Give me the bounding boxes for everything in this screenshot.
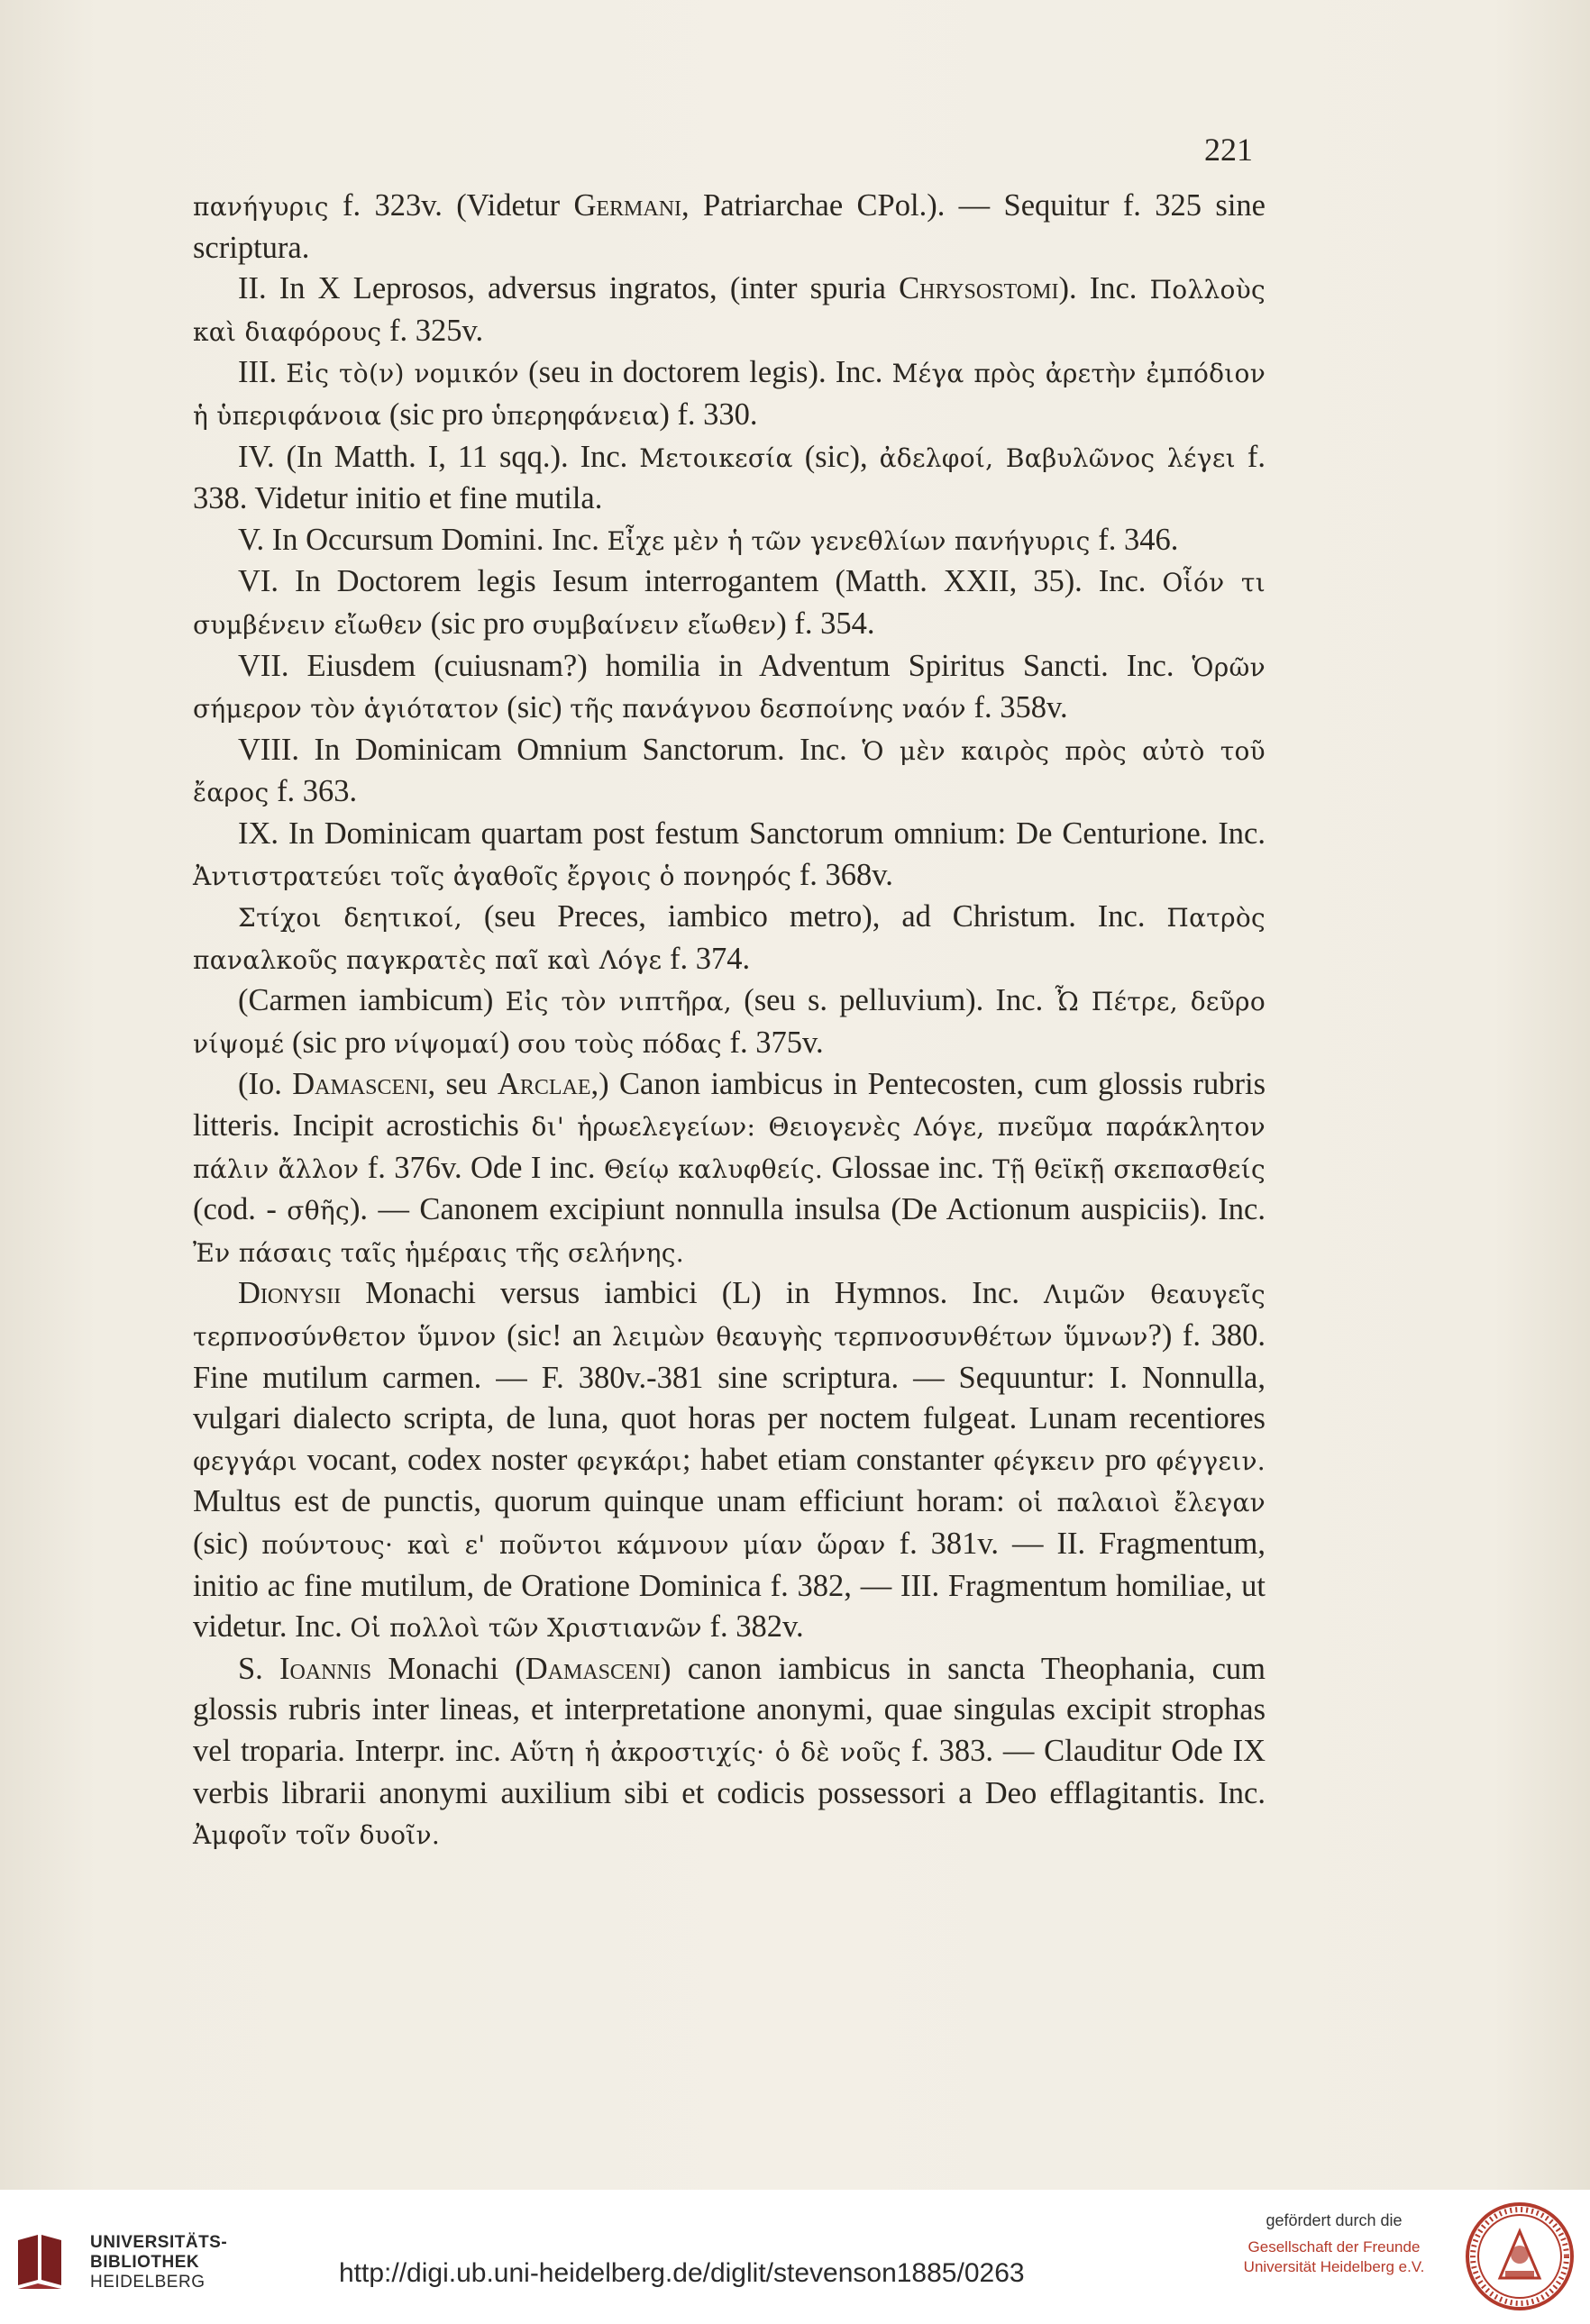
greek-text: Ἀμφοῖν τοῖν δυοῖν. [193,1820,441,1851]
author-name: Chrysostomi [899,271,1059,306]
greek-text: οἱ παλαιοὶ ἔλεγαν [1018,1488,1266,1518]
text-paragraph [193,1064,1266,1273]
greek-text: Ἀντιστρατεύει τοῖς ἀγαθοῖς ἔργοις ὁ πονηρός [193,861,792,891]
text-paragraph [193,520,1266,562]
text-run: (sic pro [422,606,533,641]
greek-text: πανήγυρις [193,192,329,222]
greek-text: δι' ἡρωελεγείων: Θειογενὲς Λόγε, πνεῦμα παράκλητον πάλιν ἄλλον [193,1112,1266,1184]
permalink-url[interactable]: http://digi.ub.uni-heidelberg.de/diglit/stevenson1885/0263 [339,2258,1025,2288]
text-run: f. 375v. [721,1025,824,1060]
text-run: f. 376v. Ode I inc. [359,1150,604,1185]
author-name: Arclae [497,1067,591,1102]
greek-text: Εἰς τὸ(ν) νομικόν [286,359,520,389]
text-run: ,) Canon iambicus in Pentecosten, cum glossis rubris litteris. Incipit acrostichis [193,1067,1266,1144]
sponsor-block [1230,2211,1438,2277]
greek-text: σθῆς [287,1196,350,1226]
text-paragraph [193,1273,1266,1648]
greek-text: σου τοὺς πόδας [517,1028,722,1059]
text-run: ). Inc. [1058,271,1150,306]
greek-text: λειμὼν θεαυγὴς τερπνοσυνθέτων ὕμνων [612,1322,1148,1353]
greek-text: ἀδελφοί, Βαβυλῶνος λέγει [879,442,1236,473]
text-run: VIII. In Dominicam Omnium Sanctorum. Inc. [238,732,863,767]
text-run: (sic pro [381,396,491,432]
sponsor-label: gefördert durch die [1266,2211,1403,2229]
viewer-footer [0,2190,1590,2324]
text-run: Multus est de punctis, quorum quinque unam efficiunt horam: [193,1484,1019,1519]
text-run: ) f. 354. [776,606,875,641]
text-run: pro [1095,1442,1156,1477]
text-paragraph [193,980,1266,1064]
greek-text: Εἶχε μὲν ἡ τῶν γενεθλίων πανήγυρις [607,525,1091,556]
text-run: (seu Preces, iambico metro), ad Christum. Inc. [461,899,1167,934]
catalogue-text [193,186,1266,1856]
author-name: Damasceni [292,1067,428,1102]
library-name [90,2233,227,2292]
text-run: (sic) [193,1527,262,1561]
text-run: f. 363. [269,774,358,809]
text-run: f. 346. [1090,522,1179,557]
greek-text: φεγγάρι [193,1445,298,1476]
text-paragraph [193,646,1266,730]
text-paragraph [193,814,1266,897]
text-run: (seu in doctorem legis). Inc. [519,355,892,390]
text-paragraph [193,186,1266,269]
text-run: ) canon iambicus in sancta Theophania, cum glossis rubris inter lineas, et interpretatione anonymi, quae singulas excipit strophas vel troparia. Interpr. inc. [193,1651,1266,1768]
text-run: (seu s. pelluvium). Inc. [731,983,1055,1018]
text-run: IX. In Dominicam quartam post festum Sanctorum omnium: De Centurione. Inc. [238,816,1266,851]
greek-text: Ὁ μὲν καιρὸς πρὸς αὐτὸ τοῦ ἔαρος [193,735,1266,808]
greek-text: φεγκάρι [577,1445,682,1476]
greek-text: Πολλοὺς καὶ διαφόρους [193,275,1266,347]
greek-text: νίψομαί [394,1028,500,1059]
text-paragraph [193,561,1266,645]
text-run: f. 381v. — II. Fragmentum, initio ac fine mutilum, de Oratione Dominica f. 382, — III. Fragmentum homiliae, ut videtur. Inc. [193,1527,1266,1645]
text-run: IV. (In Matth. I, 11 sqq.). Inc. [238,439,640,474]
text-run: f. 368v. [791,857,893,892]
text-run: S. [238,1651,280,1686]
text-paragraph [193,352,1266,436]
greek-text: πούντους· καὶ ε' ποῦντοι κάμνουν μίαν ὥραν [261,1530,886,1560]
library-name-line: HEIDELBERG [90,2273,206,2292]
sponsor-name-line: Gesellschaft der Freunde [1247,2238,1421,2256]
text-run: f. 358v. [965,690,1068,725]
text-run: VII. Eiusdem (cuiusnam?) homilia in Adventum Spiritus Sancti. Inc. [238,648,1192,683]
greek-text: Μέγα πρὸς ἀρετὴν ἐμπόδιον ἡ ὑπεριφάνοια [193,359,1266,431]
page-number: 221 [1204,132,1253,168]
text-paragraph [193,269,1266,352]
text-run: f. 383. — Clauditur Ode IX verbis librarii anonymi auxilium sibi et codicis possessori a Deo efflagitantis. Inc. [193,1733,1266,1810]
text-run: ?) f. 380. Fine mutilum carmen. — F. 380v.-381 sine scriptura. — Sequuntur: I. Nonnulla, vulgari dialecto scripta, de luna, quot horas per noctem fulgeat. Lunam recentiores [193,1318,1266,1436]
author-name: Damasceni [525,1651,662,1686]
greek-text: Οἱ πολλοὶ τῶν Χριστιανῶν [350,1613,702,1644]
greek-text: Ἐν πάσαις ταῖς ἡμέραις τῆς σελήνης. [193,1237,684,1268]
text-run: f. 374. [662,941,751,976]
text-run: f. 325v. [381,313,484,348]
greek-text: Οἷόν τι συμβένειν εἴωθεν [193,568,1266,640]
greek-text: συμβαίνειν εἴωθεν [532,609,777,640]
library-name-line: BIBLIOTHEK [90,2253,200,2272]
library-name-line: UNIVERSITÄTS- [90,2233,228,2252]
greek-text: Εἰς τὸν νιπτῆρα, [505,987,732,1017]
greek-text: Μετοικεσία [639,442,793,473]
greek-text: Τῇ θεϊκῇ σκεπασθείς [992,1153,1266,1184]
greek-text: Θείῳ καλυφθείς. [603,1153,824,1184]
text-run: (sic! an [496,1318,613,1353]
text-paragraph [193,730,1266,814]
text-run: ) f. 330. [659,396,758,432]
greek-text: Στίχοι δεητικοί, [238,903,462,934]
greek-text: φέγγειν. [1156,1445,1266,1476]
text-run: ; habet etiam constanter [681,1442,994,1477]
text-run: , seu [427,1067,498,1102]
greek-text: Λιμῶν θεαυγεῖς τερπνοσύνθετον ὕμνον [193,1280,1266,1353]
text-run: (sic pro [284,1025,395,1060]
text-paragraph [193,437,1266,520]
author-name: Dionysii [238,1276,342,1311]
text-run: (cod. - [193,1192,288,1227]
greek-text: φέγκειν [993,1445,1096,1476]
text-run: (Carmen iambicum) [238,983,506,1018]
text-run: , Patriarchae CPol.). — Sequitur f. 325 sine scriptura. [193,188,1266,265]
text-run: Glossae inc. [823,1150,993,1185]
text-run: (sic), [792,439,880,474]
text-paragraph [193,897,1266,980]
university-seal-icon [1464,2201,1576,2312]
text-run: Monachi ( [371,1651,525,1686]
university-library-logo-icon [11,2228,83,2300]
text-run: f. 323v. (Videtur [328,188,574,223]
greek-text: Πατρὸς παναλκοῦς παγκρατὲς παῖ καὶ Λόγε [193,903,1266,975]
author-name: Germani [573,188,682,223]
text-run: vocant, codex noster [297,1442,578,1477]
text-run: III. [238,355,287,390]
greek-text: Ὁρῶν σήμερον τὸν ἁγιότατον [193,652,1266,725]
text-run: (sic) [498,690,571,725]
text-run: ). — Canonem excipiunt nonnulla insulsa (De Actionum auspiciis). Inc. [349,1192,1266,1227]
author-name: Ioannis [279,1651,372,1686]
sponsor-name-line: Universität Heidelberg e.V. [1243,2258,1425,2275]
text-run: II. In X Leprosos, adversus ingratos, (inter spuria [238,271,900,306]
text-run: VI. In Doctorem legis Iesum interrogantem (Matth. XXII, 35). Inc. [238,564,1163,599]
greek-text: Ὦ Πέτρε, δεῦρο νίψομέ [193,987,1266,1059]
greek-text: Αὕτη ἡ ἀκροστιχίς· ὁ δὲ νοῦς [510,1736,901,1767]
greek-text: τῆς πανάγνου δεσποίνης ναόν [570,694,966,725]
text-run: (Io. [238,1067,293,1102]
text-run: Monachi versus iambici (L) in Hymnos. Inc. [341,1276,1045,1311]
text-paragraph [193,1649,1266,1856]
text-run: f. 382v. [701,1609,804,1645]
text-run: ) [499,1025,518,1060]
greek-text: ὑπερηφάνεια [490,400,660,431]
text-run: V. In Occursum Domini. Inc. [238,522,608,557]
text-run: f. 338. Videtur initio et fine mutila. [193,439,1266,516]
